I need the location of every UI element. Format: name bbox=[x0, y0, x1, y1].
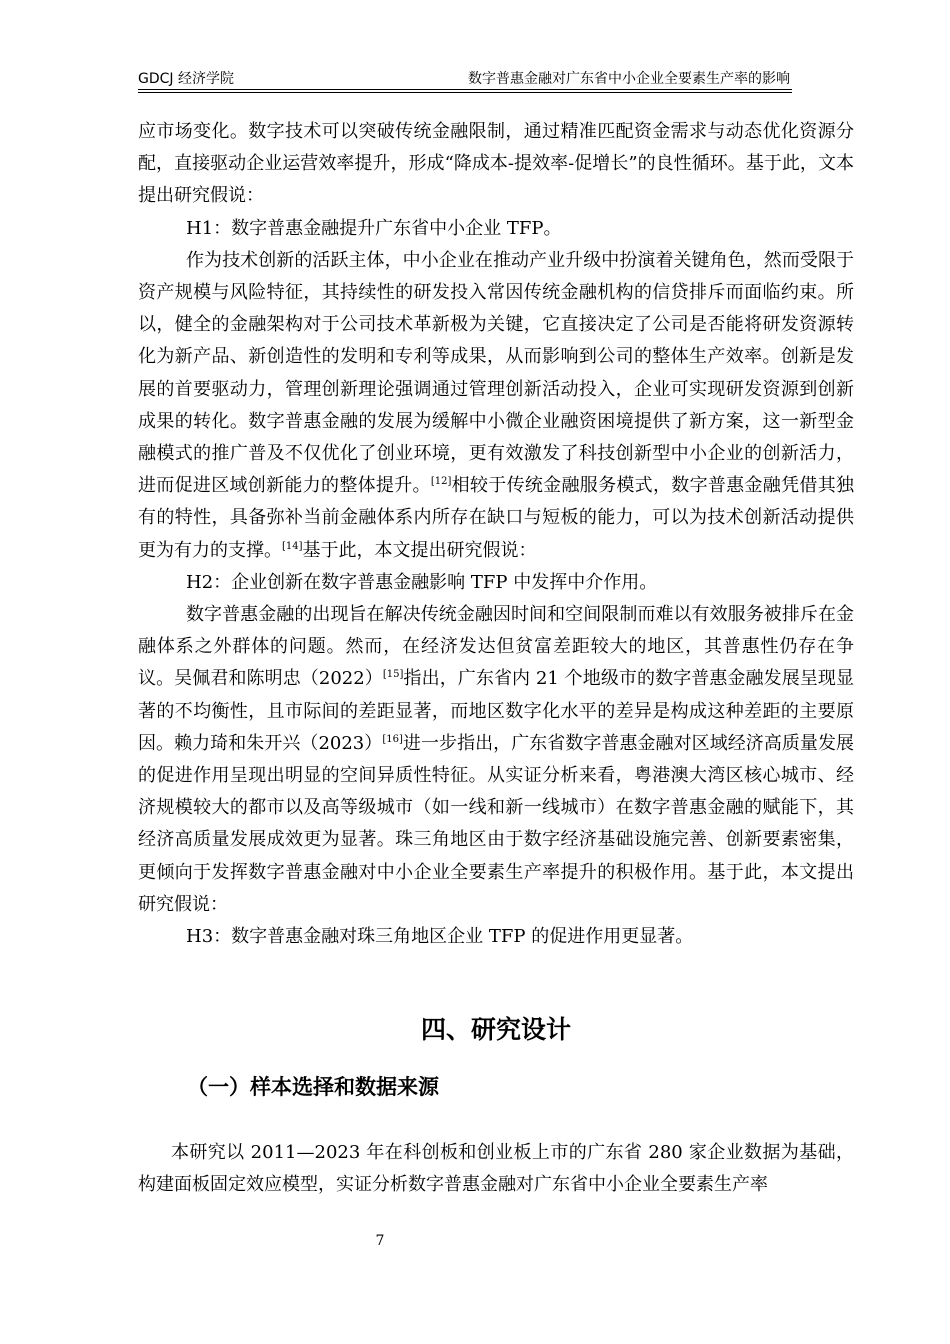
paragraph-text: 数字普惠金融的出现旨在解决传统金融因时间和空间限制而难以有效服务被排斥在金融体系之外群体的问题。然而，在经济发达但贫富差距较大的地区，其普惠性仍存在争议。吴佩君和陈明忠（2022） bbox=[138, 604, 854, 690]
citation: [14] bbox=[282, 540, 303, 552]
paragraph-text: 进一步指出，广东省数字普惠金融对区域经济高质量发展的促进作用呈现出明显的空间异质性特征。从实证分析来看，粤港澳大湾区核心城市、经济规模较大的都市以及高等级城市（如一线和新一线城市）在数字普惠金融的赋能下，其经济高质量发展成效更为显著。珠三角地区由于数字经济基础设施完善、创新要素密集，更倾向于发挥数字普惠金融对中小企业全要素生产率提升的积极作用。基于此，本文提出研究假说： bbox=[138, 732, 855, 915]
paragraph: 本研究以 2011—2023 年在科创板和创业板上市的广东省 280 家企业数据为基础，构建面板固定效应模型，实证分析数字普惠金融对广东省中小企业全要素生产率 bbox=[138, 1142, 854, 1196]
paragraph-text: 指出，广东省内 21 个地级市的数字普惠金融发展呈现显著的不均衡性，且市际间的差距显著，而地区数字化水平的差异是构成这种差距的主要原因。赖力琦和朱开兴（2023） bbox=[138, 668, 854, 754]
subsection-heading: （一）样本选择和数据来源 bbox=[187, 1075, 439, 1099]
header-right: 数字普惠金融对广东省中小企业全要素生产率的影响 bbox=[468, 71, 790, 87]
hypothesis-h2: H2：企业创新在数字普惠金融影响 TFP 中发挥中介作用。 bbox=[186, 571, 658, 593]
page-number: 7 bbox=[375, 1233, 385, 1249]
hypothesis-h3: H3：数字普惠金融对珠三角地区企业 TFP 的促进作用更显著。 bbox=[186, 926, 694, 948]
body-text bbox=[138, 116, 854, 953]
paragraph-text: 作为技术创新的活跃主体，中小企业在推动产业升级中扮演着关键角色，然而受限于资产规模与风险特征，其持续性的研发投入常因传统金融机构的信贷排斥而面临约束。所以，健全的金融架构对于公司技术革新极为关键，它直接决定了公司是否能将研发资源转化为新产品、新创造性的发明和专利等成果，从而影响到公司的整体生产效率。创新是发展的首要驱动力，管理创新理论强调通过管理创新活动投入，企业可实现研发资源到创新成果的转化。数字普惠金融的发展为缓解中小微企业融资困境提供了新方案，这一新型金融模式的推广普及不仅优化了创业环境，更有效激发了科技创新型中小企业的创新活力，进而促进区域创新能力的整体提升。 bbox=[138, 249, 854, 497]
paragraph bbox=[138, 599, 854, 921]
header-rule-thin bbox=[138, 92, 792, 93]
paragraph: 应市场变化。数字技术可以突破传统金融限制，通过精准匹配资金需求与动态优化资源分配，直接驱动企业运营效率提升，形成“降成本-提效率-促增长”的良性循环。基于此，文本提出研究假说： bbox=[138, 121, 854, 207]
paragraph bbox=[138, 245, 854, 567]
citation: [15] bbox=[382, 669, 404, 681]
paragraph-text: 基于此，本文提出研究假说： bbox=[302, 539, 537, 561]
header-rule bbox=[138, 89, 792, 90]
section-heading: 四、研究设计 bbox=[420, 1015, 571, 1044]
hypothesis-h1: H1：数字普惠金融提升广东省中小企业 TFP。 bbox=[186, 217, 562, 239]
citation: [16] bbox=[382, 733, 403, 745]
header-left: GDCJ 经济学院 bbox=[138, 71, 234, 87]
paragraph-text: 相较于传统金融服务模式，数字普惠金融凭借其独有的特性，具备弥补当前金融体系内所存在缺口与短板的能力，可以为技术创新活动提供更为有力的支撑。 bbox=[138, 475, 854, 561]
running-header bbox=[138, 66, 790, 88]
body-text-continued bbox=[138, 1137, 854, 1201]
citation: [12] bbox=[430, 476, 452, 488]
